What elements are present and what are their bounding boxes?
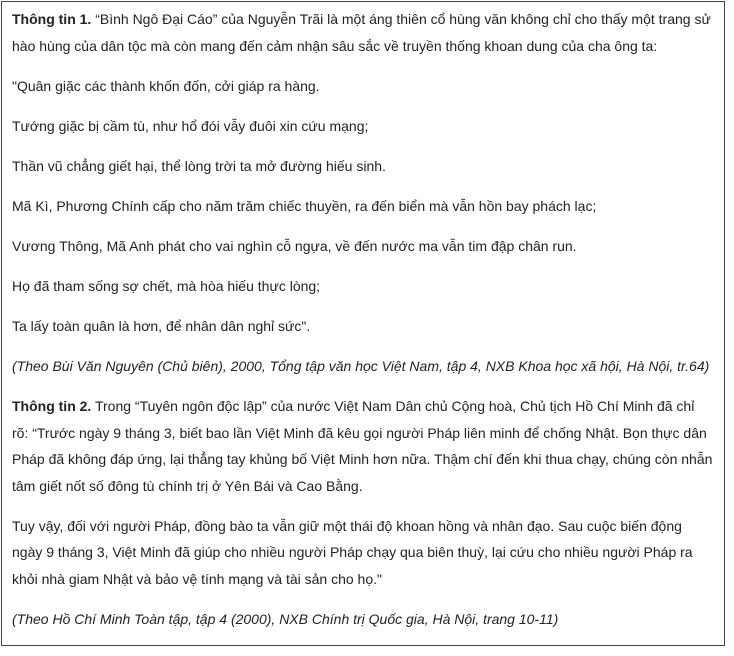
quote-line: Ta lấy toàn quân là hơn, để nhân dân nghỉ sức".: [12, 318, 311, 334]
info2-citation: (Theo Hồ Chí Minh Toàn tập, tập 4 (2000), NXB Chính trị Quốc gia, Hà Nội, trang 10-11): [12, 610, 559, 627]
document-box: [1, 1, 725, 646]
quote-line: "Quân giặc các thành khốn đốn, cởi giáp ra hàng.: [12, 78, 320, 94]
info1-intro-paragraph: [12, 6, 714, 59]
info2-paragraph1-text: Trong “Tuyên ngôn độc lập” của nước Việt Nam Dân chủ Cộng hoà, Chủ tịch Hồ Chí Minh đã chỉ rõ: “Trước ngày 9 tháng 3, biết bao lần Việt Minh đã kêu gọi người Pháp liên minh để chống Nhật. Bọn thực dân Pháp đã không đáp ứng, lại thẳng tay khủng bố Việt Minh hơn nữa. Thậm chí đến khi thua chạy, chúng còn nhẫn tâm giết nốt số đông tù chính trị ở Yên Bái và Cao Bằng.: [12, 398, 713, 494]
quote-line: Vương Thông, Mã Anh phát cho vai nghìn cỗ ngựa, về đến nước ma vẫn tim đập chân run.: [12, 238, 577, 254]
quote-line: Họ đã tham sống sợ chết, mà hòa hiếu thực lòng;: [12, 278, 321, 294]
info1-intro-text: “Bình Ngô Đại Cáo” của Nguyễn Trãi là một áng thiên cổ hùng văn không chỉ cho thấy một trang sử hào hùng của dân tộc mà còn mang đến cảm nhận sâu sắc về truyền thống khoan dung của cha ông ta:: [12, 11, 711, 54]
info1-label: Thông tin 1.: [12, 11, 92, 27]
info2-paragraph: [12, 393, 714, 499]
info1-citation: (Theo Bùi Văn Nguyên (Chủ biên), 2000, Tổng tập văn học Việt Nam, tập 4, NXB Khoa học xã hội, Hà Nội, tr.64): [12, 358, 710, 374]
quote-line: Mã Kì, Phương Chính cấp cho năm trăm chiếc thuyền, ra đến biển mà vẫn hồn bay phách lạc;: [12, 198, 597, 214]
quote-line: Tướng giặc bị cầm tù, như hổ đói vẫy đuôi xin cứu mạng;: [12, 118, 369, 134]
info2-label: Thông tin 2.: [12, 398, 92, 414]
quote-line: Thần vũ chẳng giết hại, thể lòng trời ta mở đường hiếu sinh.: [12, 158, 386, 174]
info2-paragraph2: Tuy vậy, đối với người Pháp, đồng bào ta vẫn giữ một thái độ khoan hồng và nhân đạo. Sau cuộc biến động ngày 9 tháng 3, Việt Minh đã giúp cho nhiều người Pháp chạy qua biên thuỳ, lại cứu cho nhiều người Pháp ra khỏi nhà giam Nhật và bảo vệ tính mạng và tài sản cho họ.": [12, 517, 693, 587]
